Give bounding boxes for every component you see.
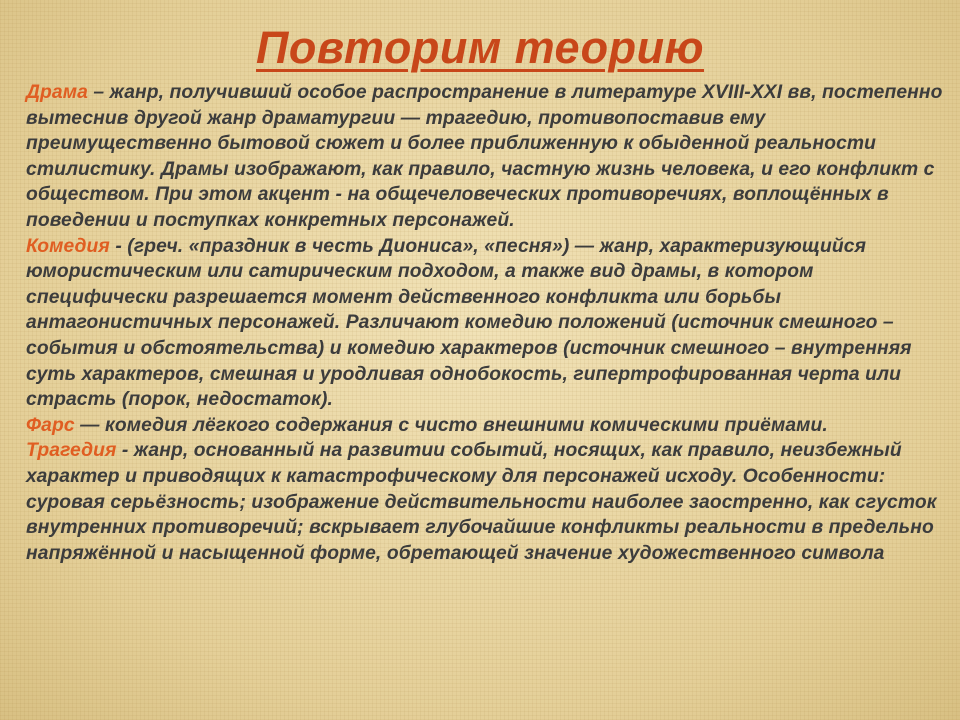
term-tragedy: Трагедия xyxy=(26,440,117,462)
definition-farce: — комедия лёгкого содержания с чисто внешними комическими приёмами. xyxy=(74,414,828,436)
section-comedy xyxy=(26,234,946,413)
definition-drama: – жанр, получивший особое распространение в литературе XVIII-XXI вв, постепенно вытеснив другой жанр драматургии — трагедию, противопоставив ему преимущественно бытовой сюжет и более приближенную к обыденной реальности стилистику. Драмы изображают, как правило, частную жизнь человека, и его конфликт с обществом. При этом акцент - на общечеловеческих противоречиях, воплощённых в поведении и поступках конкретных персонажей. xyxy=(26,82,943,231)
term-comedy: Комедия xyxy=(26,235,110,257)
page-title: Повторим теорию xyxy=(256,22,704,73)
term-drama: Драма xyxy=(26,82,88,103)
definition-comedy: - (греч. «праздник в честь Диониса», «песня») — жанр, характеризующийся юмористическим или сатирическим подходом, а также вид драмы, в котором специфически разрешается момент действенного конфликта или борьбы антагонистичных персонажей. Различают комедию положений (источник смешного – события и обстоятельства) и комедию характеров (источник смешного – внутренняя суть характеров, смешная и уродливая однобокость, гипертрофированная черта или страсть (порок, недостаток). xyxy=(26,235,912,411)
section-farce xyxy=(26,413,946,439)
section-drama xyxy=(26,80,946,234)
section-tragedy xyxy=(26,438,946,566)
term-farce: Фарс xyxy=(26,414,75,436)
slide-body xyxy=(26,80,946,566)
definition-tragedy: - жанр, основанный на развитии событий, носящих, как правило, неизбежный характер и приводящих к катастрофическому для персонажей исходу. Особенности: суровая серьёзность; изображение действительности наиболее заостренно, как сгусток внутренних противоречий; вскрывает глубочайшие конфликты реальности в предельно напряжённой и насыщенной форме, обретающей значение художественного символа xyxy=(26,440,937,564)
